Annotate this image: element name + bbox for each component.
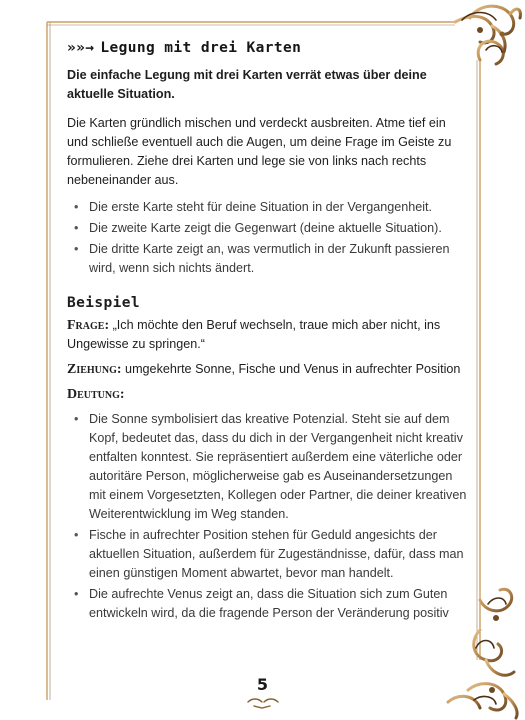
list-item: • Die zweite Karte zeigt die Gegenwart (deine aktuelle Situation).	[67, 219, 467, 238]
section-title: Legung mit drei Karten	[100, 39, 302, 56]
question-label: Frage:	[67, 318, 110, 333]
list-item: • Die Sonne symbolisiert das kreative Potenzial. Steht sie auf dem Kopf, bedeutet das, dass du dich in der Vergangenheit nicht kreativ entfalten konntest. Sie repräsentiert außerdem eine väterliche oder autoritäre Person, möglicherweise gab es Auseinandersetzungen mit einem Vorgesetzten, Kollegen oder Partner, die deiner kreativen Weiterentwicklung im Weg standen.	[67, 410, 467, 524]
question-text: „Ich möchte den Beruf wechseln, traue mich aber nicht, ins Ungewisse zu springen.“	[67, 318, 441, 351]
lead-paragraph: Die einfache Legung mit drei Karten verrät etwas über deine aktuelle Situation.	[67, 68, 427, 101]
list-item: • Die erste Karte steht für deine Situation in der Vergangenheit.	[67, 198, 467, 217]
draw-label: Ziehung:	[67, 362, 122, 377]
arrow-icon: »»→	[67, 39, 95, 56]
interpretation-label: Deutung:	[67, 387, 125, 402]
example-heading: Beispiel	[67, 295, 141, 311]
list-item: • Die aufrechte Venus zeigt an, dass die Situation sich zum Guten entwickeln wird, da die fragende Person der Veränderung positiv	[67, 585, 467, 623]
section-heading	[67, 38, 467, 58]
page-number: 5	[256, 675, 269, 694]
interpretation-list	[67, 410, 467, 623]
instructions-paragraph: Die Karten gründlich mischen und verdeckt ausbreiten. Atme tief ein und schließe eventuell auch die Augen, um deine Frage im Geiste zu formulieren. Ziehe drei Karten und lege sie von links nach rechts nebeneinander aus.	[67, 116, 452, 187]
list-item: • Die dritte Karte zeigt an, was vermutlich in der Zukunft passieren wird, wenn sich nichts ändert.	[67, 240, 467, 278]
draw-text: umgekehrte Sonne, Fische und Venus in aufrechter Position	[121, 362, 461, 376]
list-item: • Fische in aufrechter Position stehen für Geduld angesichts der aktuellen Situation, außerdem für Zugeständnisse, dafür, dass man einen günstigen Moment abwartet, bevor man handelt.	[67, 526, 467, 583]
page-number-flourish	[248, 699, 278, 708]
interpretation-line	[67, 385, 467, 404]
question-line	[67, 316, 467, 354]
page-content	[67, 38, 467, 625]
card-meaning-list	[67, 198, 467, 278]
draw-line	[67, 360, 467, 379]
